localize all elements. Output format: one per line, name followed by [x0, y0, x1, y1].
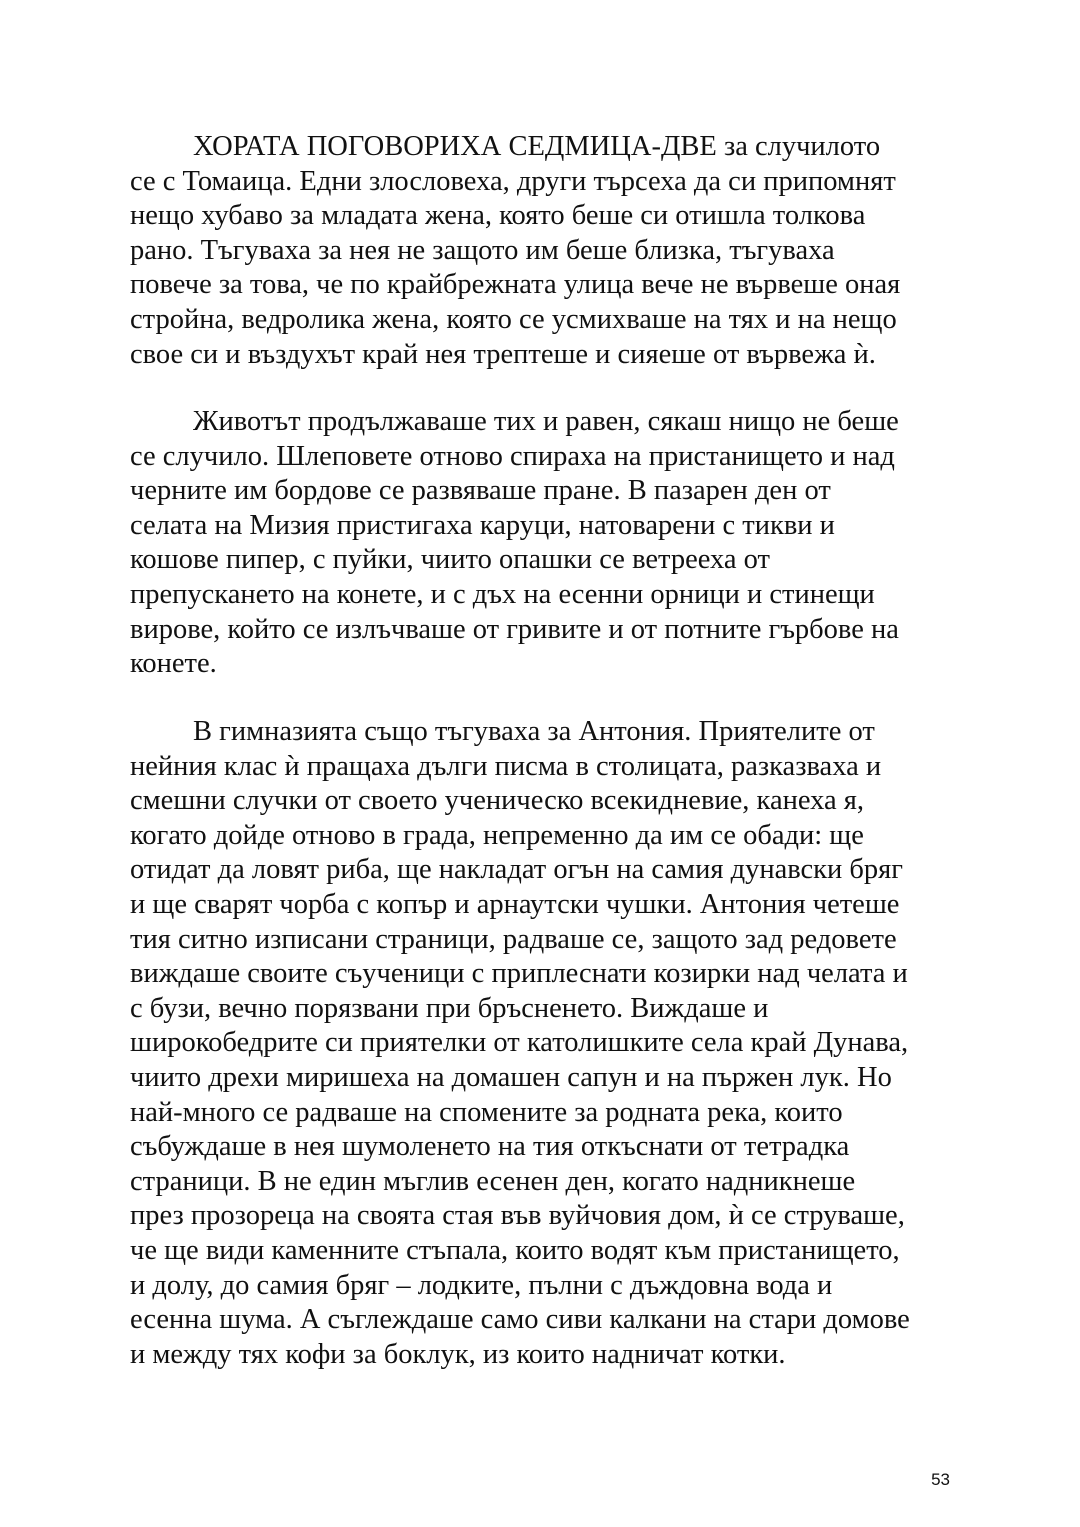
text-line: и между тях кофи за боклук, из които надничат котки.	[130, 1338, 786, 1370]
text-line: селата на Мизия пристигаха каруци, натоварени с тикви и	[130, 509, 835, 541]
text-line: се с Томаица. Едни злословеха, други търсеха да си припомнят	[130, 165, 896, 197]
text-line: кошове пипер, с пуйки, чиито опашки се ветрееха от	[130, 544, 770, 576]
paragraph-3	[130, 715, 970, 1372]
text-line: и ще сварят чорба с копър и арнаутски чушки. Антония четеше	[130, 888, 900, 920]
text-line: тия ситно изписани страници, радваше се, защото зад редовете	[130, 923, 897, 955]
text-line: смешни случки от своето ученическо всекидневие, канеха я,	[130, 785, 865, 817]
text-line: през прозореца на своята стая във вуйчовия дом, ѝ се струваше,	[130, 1200, 905, 1232]
text-line: черните им бордове се развяваше пране. В пазарен ден от	[130, 475, 831, 507]
text-line: когато дойде отново в града, непременно да им се обади: ще	[130, 819, 864, 851]
text-line: най-много се радваше на спомените за родната река, които	[130, 1096, 843, 1128]
text-line: рано. Тъгуваха за нея не защото им беше близка, тъгуваха	[130, 234, 835, 266]
text-line: нейния клас ѝ пращаха дълги писма в столицата, разказваха и	[130, 750, 882, 782]
text-line: събуждаше в нея шумоленето на тия откъснати от тетрадка	[130, 1131, 850, 1163]
text-line: повече за това, че по крайбрежната улица вече не вървеше оная	[130, 269, 901, 301]
text-line: отидат да ловят риба, ще накладат огън на самия дунавски бряг	[130, 854, 903, 886]
text-line: чиито дрехи миришеха на домашен сапун и на пържен лук. Но	[130, 1061, 892, 1093]
text-line: вирове, който се излъчваше от гривите и от потните гърбове на	[130, 613, 899, 645]
text-line: свое си и въздухът край нея трептеше и сияеше от вървежа ѝ.	[130, 338, 876, 370]
text-line: ХОРАТА ПОГОВОРИХА СЕДМИЦА-ДВЕ за случилото	[193, 131, 881, 162]
text-line: препускането на конете, и с дъх на есенни орници и стинещи	[130, 578, 875, 610]
page-number: 53	[931, 1470, 950, 1489]
text-line: виждаше своите съученици с приплеснати козирки над челата и	[130, 958, 908, 990]
paragraph-1	[130, 130, 970, 372]
text-line: нещо хубаво за младата жена, която беше си отишла толкова	[130, 200, 866, 232]
text-line: конете.	[130, 648, 217, 680]
text-line: стройна, ведролика жена, която се усмихваше на тях и на нещо	[130, 303, 897, 335]
text-line: че ще види каменните стъпала, които водят към пристанището,	[130, 1234, 900, 1266]
text-line: Животът продължаваше тих и равен, сякаш нищо не беше	[193, 406, 899, 437]
paragraph-2	[130, 405, 970, 682]
text-line: се случило. Шлеповете отново спираха на пристанището и над	[130, 440, 895, 472]
text-line: широкобедрите си приятелки от католишките села край Дунава,	[130, 1027, 909, 1059]
text-line: с бузи, вечно порязвани при бръсненето. Виждаше и	[130, 992, 769, 1024]
text-line: В гимназията също тъгуваха за Антония. Приятелите от	[193, 716, 875, 747]
text-line: и долу, до самия бряг – лодките, пълни с дъждовна вода и	[130, 1269, 833, 1301]
text-line: страници. В не един мъглив есенен ден, когато надникнеше	[130, 1165, 856, 1197]
text-line: есенна шума. А съглеждаше само сиви калкани на стари домове	[130, 1304, 910, 1336]
